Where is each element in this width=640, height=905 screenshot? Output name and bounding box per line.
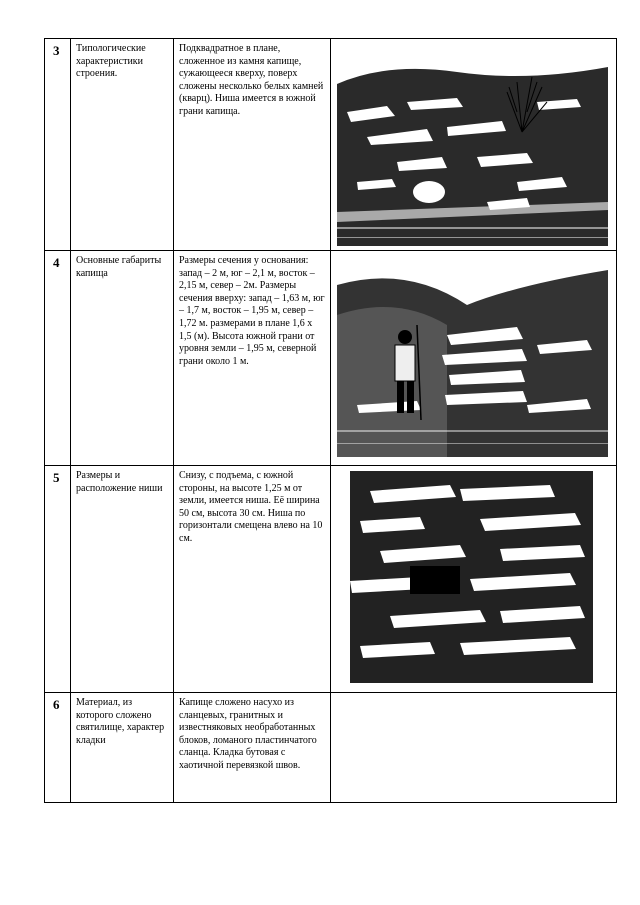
description-cell: Размеры сечения у основания: запад – 2 м, юг – 2,1 м, восток – 2,15 м, север – 2м. Размеры сечения вверху: запад – 1,63 м, юг – 1,7 м, восток – 1,95 м, север – 1,72 м. размерами в плане 1,6 х 1,5 (м). Высота южной грани от уровня земли – 1,95 м, северной грани около 1 м. [174,251,331,466]
table-row [45,39,617,251]
row-number-cell: 5 [45,466,71,693]
photo-cell [331,251,617,466]
table-row [45,693,617,803]
description-cell: Подквадратное в плане, сложенное из камня капище, сужающееся кверху, поверх сложены несколько белых камней (кварц). Ниша имеется в южной грани капища. [174,39,331,251]
row-number-cell: 6 [45,693,71,803]
niche [410,566,460,594]
characteristic-cell: Материал, из которого сложено святилище, характер кладки [71,693,174,803]
description-cell: Снизу, с подъема, с южной стороны, на высоте 1,25 м от земли, имеется ниша. Её ширина 50 см, высота 30 см. Ниша по горизонтали смещена влево на 10 см. [174,466,331,693]
characteristic-cell: Размеры и расположение ниши [71,466,174,693]
photo-person-beside-shrine [337,255,608,457]
photo-cell-empty [331,693,617,803]
row-number-cell: 4 [45,251,71,466]
inventory-table [44,38,617,803]
row-number-cell: 3 [45,39,71,251]
characteristic-cell: Типологические характеристики строения. [71,39,174,251]
table-row [45,251,617,466]
photo-niche-closeup [350,471,593,683]
table-row [45,466,617,693]
photo-cell [331,466,617,693]
photo-cell [331,39,617,251]
photo-stone-pile-with-bush [337,42,608,246]
description-cell: Капище сложено насухо из сланцевых, гранитных и известняковых необработанных блоков, ломаного пластинчатого сланца. Кладка бутовая с хаотичной перевязкой швов. [174,693,331,803]
characteristic-cell: Основные габариты капища [71,251,174,466]
